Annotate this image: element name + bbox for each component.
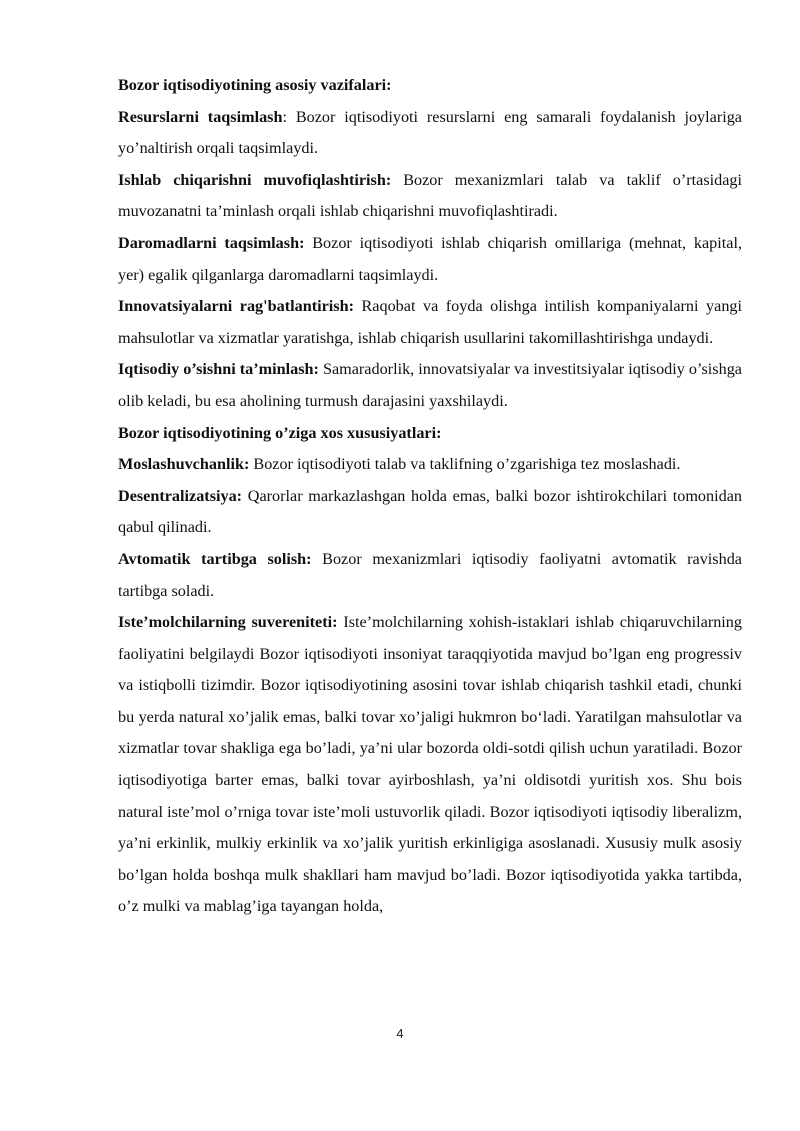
- function-item-innovation: [118, 291, 742, 354]
- feature-term: Iste’molchilarning suvereniteti:: [118, 613, 338, 632]
- feature-text: Iste’molchilarning xohish-istaklari ishlab chiqaruvchilarning faoliyatini belgilaydi Bozor iqtisodiyoti insoniyat taraqqiyotida mavjud bo’lgan eng progressiv va istiqbolli tizimdir. Bozor iqtisodiyotining asosini tovar ishlab chiqarish tashkil etadi, chunki bu yerda natural xo’jalik emas, balki tovar xo’jaligi hukmron bo‘ladi. Yaratilgan mahsulotlar va xizmatlar tovar shakliga ega bo’ladi, ya’ni ular bozorda oldi-sotdi qilish uchun yaratiladi. Bozor iqtisodiyotiga barter emas, balki tovar ayirboshlash, ya’ni oldisotdi yuritish xos. Shu bois natural iste’mol o’rniga tovar iste’moli ustuvorlik qiladi. Bozor iqtisodiyoti iqtisodiy liberalizm, ya’ni erkinlik, mulkiy erkinlik va xo’jalik yuritish erkinligiga asoslanadi. Xususiy mulk asosiy bo’lgan holda boshqa mulk shakllari ham mavjud bo’ladi. Bozor iqtisodiyotida yakka tartibda, o’z mulki va mablag’iga tayangan holda,: [118, 613, 742, 916]
- function-term: Innovatsiyalarni rag'batlantirish:: [118, 297, 354, 316]
- feature-item-flexibility: [118, 449, 742, 481]
- function-term: Daromadlarni taqsimlash:: [118, 233, 305, 252]
- function-term: Resurslarni taqsimlash: [118, 107, 283, 126]
- feature-text: Bozor mexanizmlari iqtisodiy faoliyatni avtomatik ravishda tartibga soladi.: [118, 549, 742, 600]
- feature-text: Qarorlar markazlashgan holda emas, balki bozor ishtirokchilari tomonidan qabul qilinadi.: [118, 486, 742, 537]
- function-text: Samaradorlik, innovatsiyalar va investitsiyalar iqtisodiy o’sishga olib keladi, bu esa aholining turmush darajasini yaxshilaydi.: [118, 360, 742, 410]
- section-heading-functions: Bozor iqtisodiyotining asosiy vazifalari:: [118, 76, 392, 94]
- function-item-income-distribution: [118, 228, 742, 291]
- feature-term: Moslashuvchanlik:: [118, 455, 250, 474]
- feature-item-automatic-regulation: [118, 544, 742, 607]
- function-text: Bozor iqtisodiyoti ishlab chiqarish omillariga (mehnat, kapital, yer) egalik qilganlarga daromadlarni taqsimlaydi.: [118, 233, 742, 284]
- page-number: 4: [396, 1026, 404, 1041]
- function-text: Bozor mexanizmlari talab va taklif o’rtasidagi muvozanatni ta’minlash orqali ishlab chiqarishni muvofiqlashtiradi.: [118, 170, 742, 221]
- document-page: [118, 70, 742, 923]
- function-separator: :: [282, 107, 287, 126]
- feature-term: Avtomatik tartibga solish:: [118, 549, 312, 568]
- function-term: Iqtisodiy o’sishni ta’minlash:: [118, 360, 319, 379]
- feature-item-decentralization: [118, 481, 742, 544]
- function-text: Bozor iqtisodiyoti resurslarni eng samarali foydalanish joylariga yo’naltirish orqali taqsimlaydi.: [118, 107, 742, 158]
- function-term: Ishlab chiqarishni muvofiqlashtirish:: [118, 170, 392, 189]
- function-text: Raqobat va foyda olishga intilish kompaniyalarni yangi mahsulotlar va xizmatlar yaratishga, ishlab chiqarish usullarini takomillashtirishga undaydi.: [118, 297, 743, 347]
- feature-text: Bozor iqtisodiyoti talab va taklifning o’zgarishiga tez moslashadi.: [249, 455, 681, 474]
- feature-item-consumer-sovereignty: [118, 607, 742, 923]
- function-item-economic-growth: [118, 354, 742, 417]
- function-item-resource-allocation: [118, 102, 742, 165]
- section-heading-features: Bozor iqtisodiyotining o’ziga xos xususiyatlari:: [118, 423, 442, 442]
- function-item-production-coordination: [118, 165, 742, 228]
- feature-term: Desentralizatsiya:: [118, 486, 243, 505]
